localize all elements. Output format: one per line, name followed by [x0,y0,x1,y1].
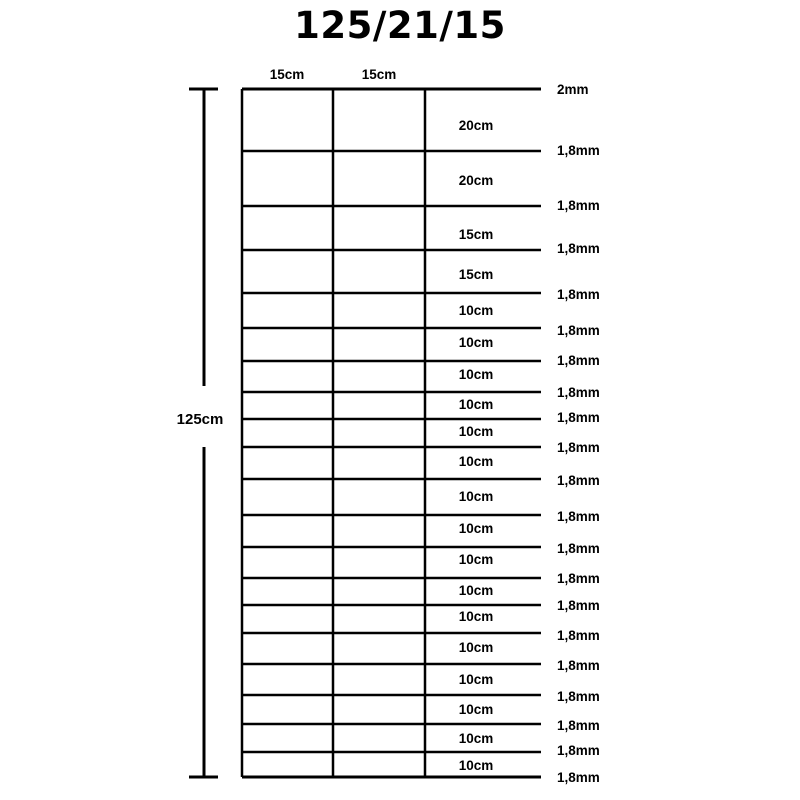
height-dimension [177,89,224,777]
wire-gauge-label: 1,8mm [557,198,600,213]
wire-gauge-label: 1,8mm [557,473,600,488]
wire-gauge-label: 1,8mm [557,241,600,256]
wire-gauge-label: 1,8mm [557,571,600,586]
wire-gauge-label: 1,8mm [557,598,600,613]
wire-gauge-label: 1,8mm [557,385,600,400]
wire-gauge-label: 1,8mm [557,287,600,302]
wire-lines [242,89,541,777]
wire-gauge-label: 1,8mm [557,353,600,368]
spacing-label: 10cm [458,758,494,773]
wire-gauge-label: 1,8mm [557,743,600,758]
vertical-wires [242,89,425,777]
wire-gauge-label: 1,8mm [557,770,600,785]
spacing-label: 15cm [458,267,494,282]
column-width-label: 15cm [269,67,305,82]
spacing-label: 10cm [458,367,494,382]
labels [270,67,600,785]
wire-gauge-label: 1,8mm [557,440,600,455]
spacing-label: 10cm [458,303,494,318]
spacing-label: 10cm [458,489,494,504]
spacing-label: 20cm [458,118,494,133]
spacing-label: 10cm [458,454,494,469]
spacing-label: 10cm [458,424,494,439]
spacing-label: 20cm [458,173,494,188]
total-height-label: 125cm [176,411,224,428]
wire-gauge-label: 1,8mm [557,628,600,643]
wire-gauge-label: 1,8mm [557,689,600,704]
wire-gauge-label: 1,8mm [557,541,600,556]
spacing-label: 10cm [458,672,494,687]
spacing-label: 10cm [458,335,494,350]
wire-gauge-label: 1,8mm [557,323,600,338]
wire-gauge-label: 1,8mm [557,718,600,733]
spacing-label: 10cm [458,609,494,624]
spacing-label: 10cm [458,583,494,598]
spacing-label: 10cm [458,702,494,717]
spacing-label: 10cm [458,552,494,567]
wire-gauge-label: 1,8mm [557,658,600,673]
wire-gauge-label: 2mm [557,82,589,97]
wire-gauge-label: 1,8mm [557,410,600,425]
wire-gauge-label: 1,8mm [557,143,600,158]
spacing-label: 15cm [458,227,494,242]
wire-gauge-label: 1,8mm [557,509,600,524]
diagram-title: 125/21/15 [294,4,506,47]
spacing-label: 10cm [458,731,494,746]
spacing-label: 10cm [458,397,494,412]
spacing-label: 10cm [458,521,494,536]
spacing-label: 10cm [458,640,494,655]
column-width-label: 15cm [361,67,397,82]
